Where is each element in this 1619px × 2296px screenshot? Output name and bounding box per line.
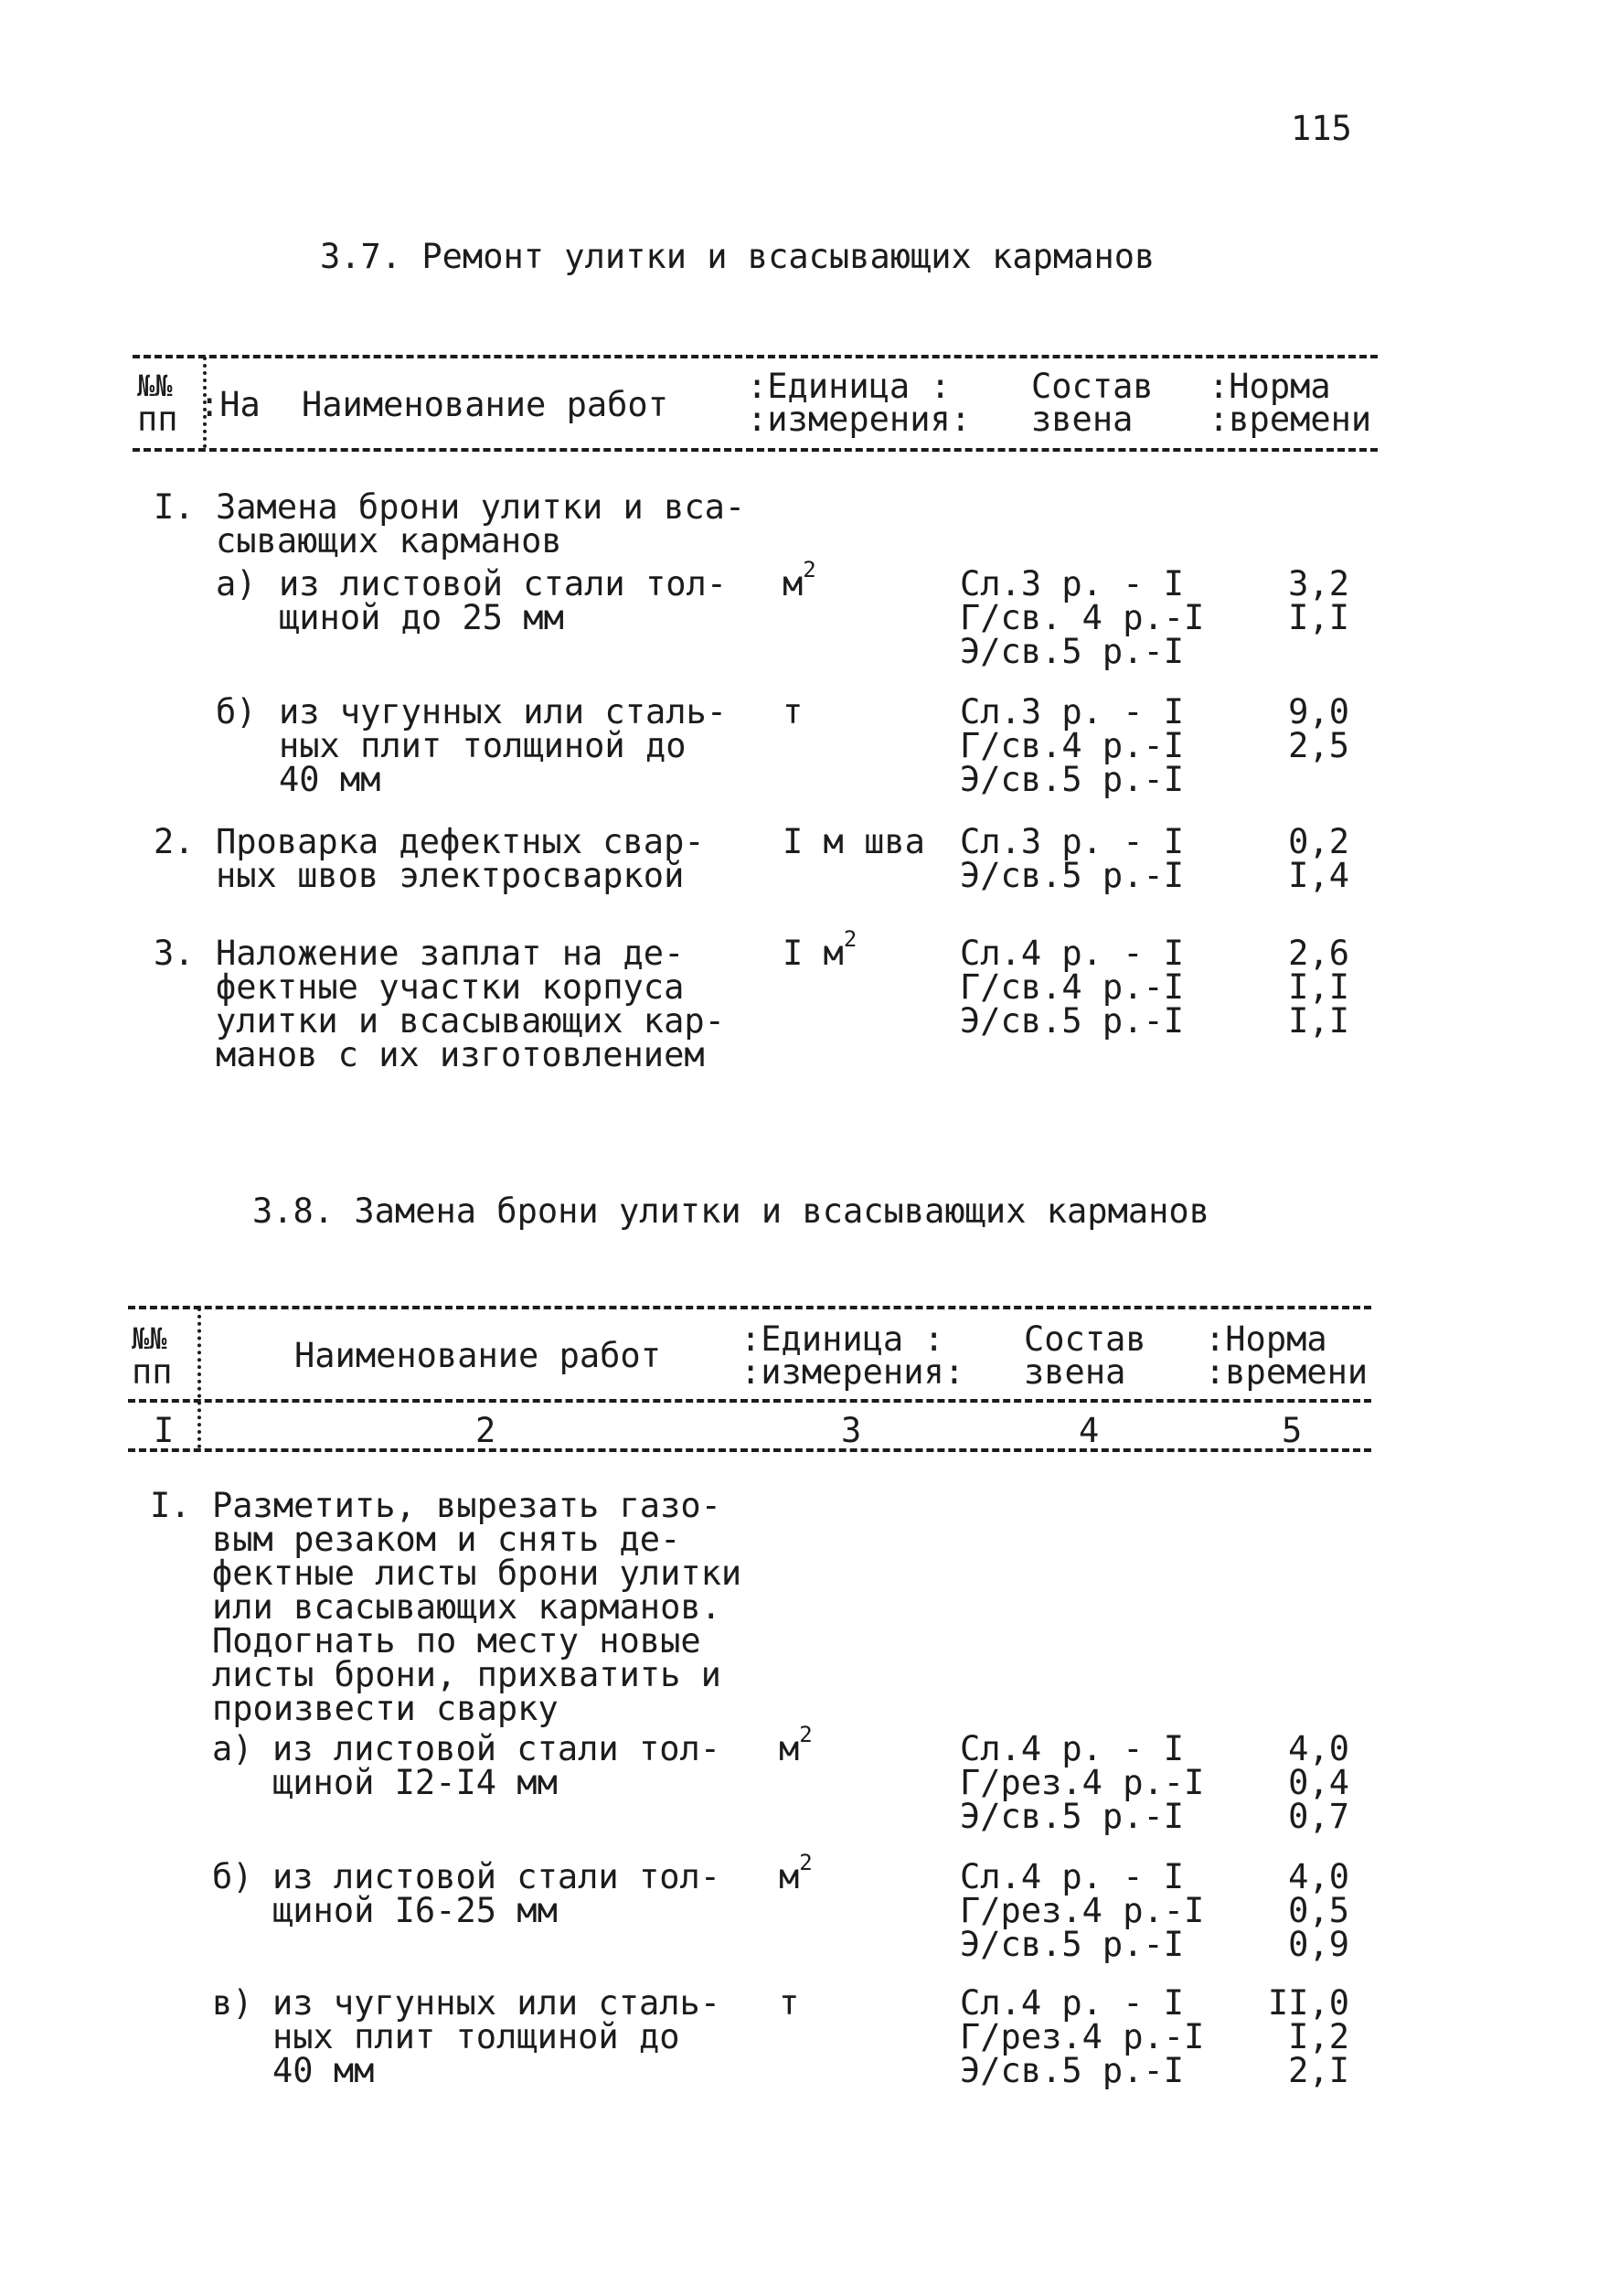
crew-cell: Сл.4 р. - I Г/рез.4 р.-I Э/св.5 р.-I [960,1857,1205,1964]
crew-cell: Сл.4 р. - I Г/св.4 р.-I Э/св.5 р.-I [960,934,1185,1041]
unit-cell [779,1722,813,1770]
unit-base: м [783,564,804,603]
row-number: 3. [154,934,195,973]
unit-exponent: 2 [803,557,816,582]
section-title-3-8: 3.8. Замена брони улитки и всасывающих карманов [252,1191,1209,1231]
norm-cell: 9,0 2,5 [1288,692,1349,765]
crew-cell: Сл.3 р. - I Г/св. 4 р.-I Э/св.5 р.-I [960,564,1205,671]
sub-name: из листовой стали тол- щиной I2-I4 мм [272,1729,721,1802]
sub-letter: а) [212,1729,253,1768]
unit-base: м [779,1857,800,1896]
column-number-2: 2 [475,1411,496,1450]
header-num-line2: пп [132,1352,173,1392]
header-norm-line1: :Норма [1209,367,1331,406]
unit-base: м [779,1729,800,1768]
header-num-line1: №№ [132,1321,167,1356]
sub-letter: а) [216,564,257,603]
header-num-line2: пп [137,400,178,439]
header-name: Наименование работ [294,1336,661,1375]
sub-letter: б) [216,692,257,732]
unit-cell [779,1983,800,2024]
header-rule-top [133,355,1378,358]
header-num-line1: №№ [137,368,173,403]
header-rule-middle [128,1399,1371,1403]
crew-cell: Сл.4 р. - I Г/рез.4 р.-I Э/св.5 р.-I [960,1983,1205,2090]
header-crew-line2: звена [1024,1352,1126,1392]
header-name-prefix: :На [199,385,261,424]
row-number: 2. [154,822,195,861]
header-unit-line2: :измерения: [740,1352,965,1392]
norm-cell: 0,2 I,4 [1288,822,1349,895]
unit-exponent: 2 [799,1850,813,1875]
unit-cell [779,1850,813,1898]
unit-cell [783,926,857,975]
crew-cell: Сл.3 р. - I Г/св.4 р.-I Э/св.5 р.-I [960,692,1185,799]
section-title-3-7: 3.7. Ремонт улитки и всасывающих карманов [320,237,1156,276]
crew-cell: Сл.3 р. - I Э/св.5 р.-I [960,822,1185,895]
row-name: Проварка дефектных свар- ных швов электросваркой [216,822,705,895]
header-unit-line1: :Единица : [740,1319,944,1359]
norm-cell: 3,2 I,I [1288,564,1349,637]
header-rule-bottom [128,1448,1371,1452]
sub-letter: в) [212,1983,253,2023]
unit-exponent: 2 [799,1722,813,1747]
row-number: I. [154,487,195,527]
header-norm-line1: :Норма [1205,1319,1327,1359]
unit-base: I м [783,934,844,973]
sub-letter: б) [212,1857,253,1896]
unit-cell [783,557,816,605]
row-name: Замена брони улитки и вса- сывающих карманов [216,487,746,561]
header-rule-top [128,1306,1371,1309]
header-norm-line2: :времени [1209,400,1372,439]
row-name: Наложение заплат на де- фектные участки корпуса улитки и всасывающих кар- манов с их изготовлением [216,934,725,1074]
header-unit-line1: :Единица : [747,367,951,406]
norm-cell: 2,6 I,I I,I [1288,934,1349,1041]
unit-cell [783,692,804,733]
header-crew-line1: Состав [1031,367,1154,406]
sub-name: из чугунных или сталь- ных плит толщиной до 40 мм [272,1983,721,2090]
unit-base: т [779,1983,800,2023]
header-unit-line2: :измерения: [747,400,972,439]
norm-cell: 4,0 0,4 0,7 [1288,1729,1349,1836]
row-name: Разметить, вырезать газо- вым резаком и снять де- фектные листы брони улитки или всасывающих карманов. Подогнать по месту новые листы брони, прихватить и произвести сварку [212,1486,742,1728]
header-col-sep-1 [197,1308,201,1448]
column-number-3: 3 [841,1411,862,1450]
column-number-5: 5 [1282,1411,1303,1450]
norm-cell: II,0 I,2 2,I [1267,1983,1349,2090]
sub-name: из листовой стали тол- щиной I6-25 мм [272,1857,721,1930]
header-crew-line1: Состав [1024,1319,1146,1359]
page-number: 115 [1291,109,1352,148]
row-number: I. [150,1486,191,1525]
header-norm-line2: :времени [1205,1352,1369,1392]
sub-name: из листовой стали тол- щиной до 25 мм [279,564,728,637]
column-number-1: I [154,1411,175,1450]
sub-name: из чугунных или сталь- ных плит толщиной до 40 мм [279,692,728,799]
unit-cell [783,822,925,863]
unit-base: т [783,692,804,732]
unit-base: I м шва [783,822,925,861]
norm-cell: 4,0 0,5 0,9 [1288,1857,1349,1964]
header-crew-line2: звена [1031,400,1134,439]
unit-exponent: 2 [843,926,857,952]
crew-cell: Сл.4 р. - I Г/рез.4 р.-I Э/св.5 р.-I [960,1729,1205,1836]
column-number-4: 4 [1079,1411,1100,1450]
header-rule-bottom [133,448,1378,452]
header-name: Наименование работ [302,385,668,424]
